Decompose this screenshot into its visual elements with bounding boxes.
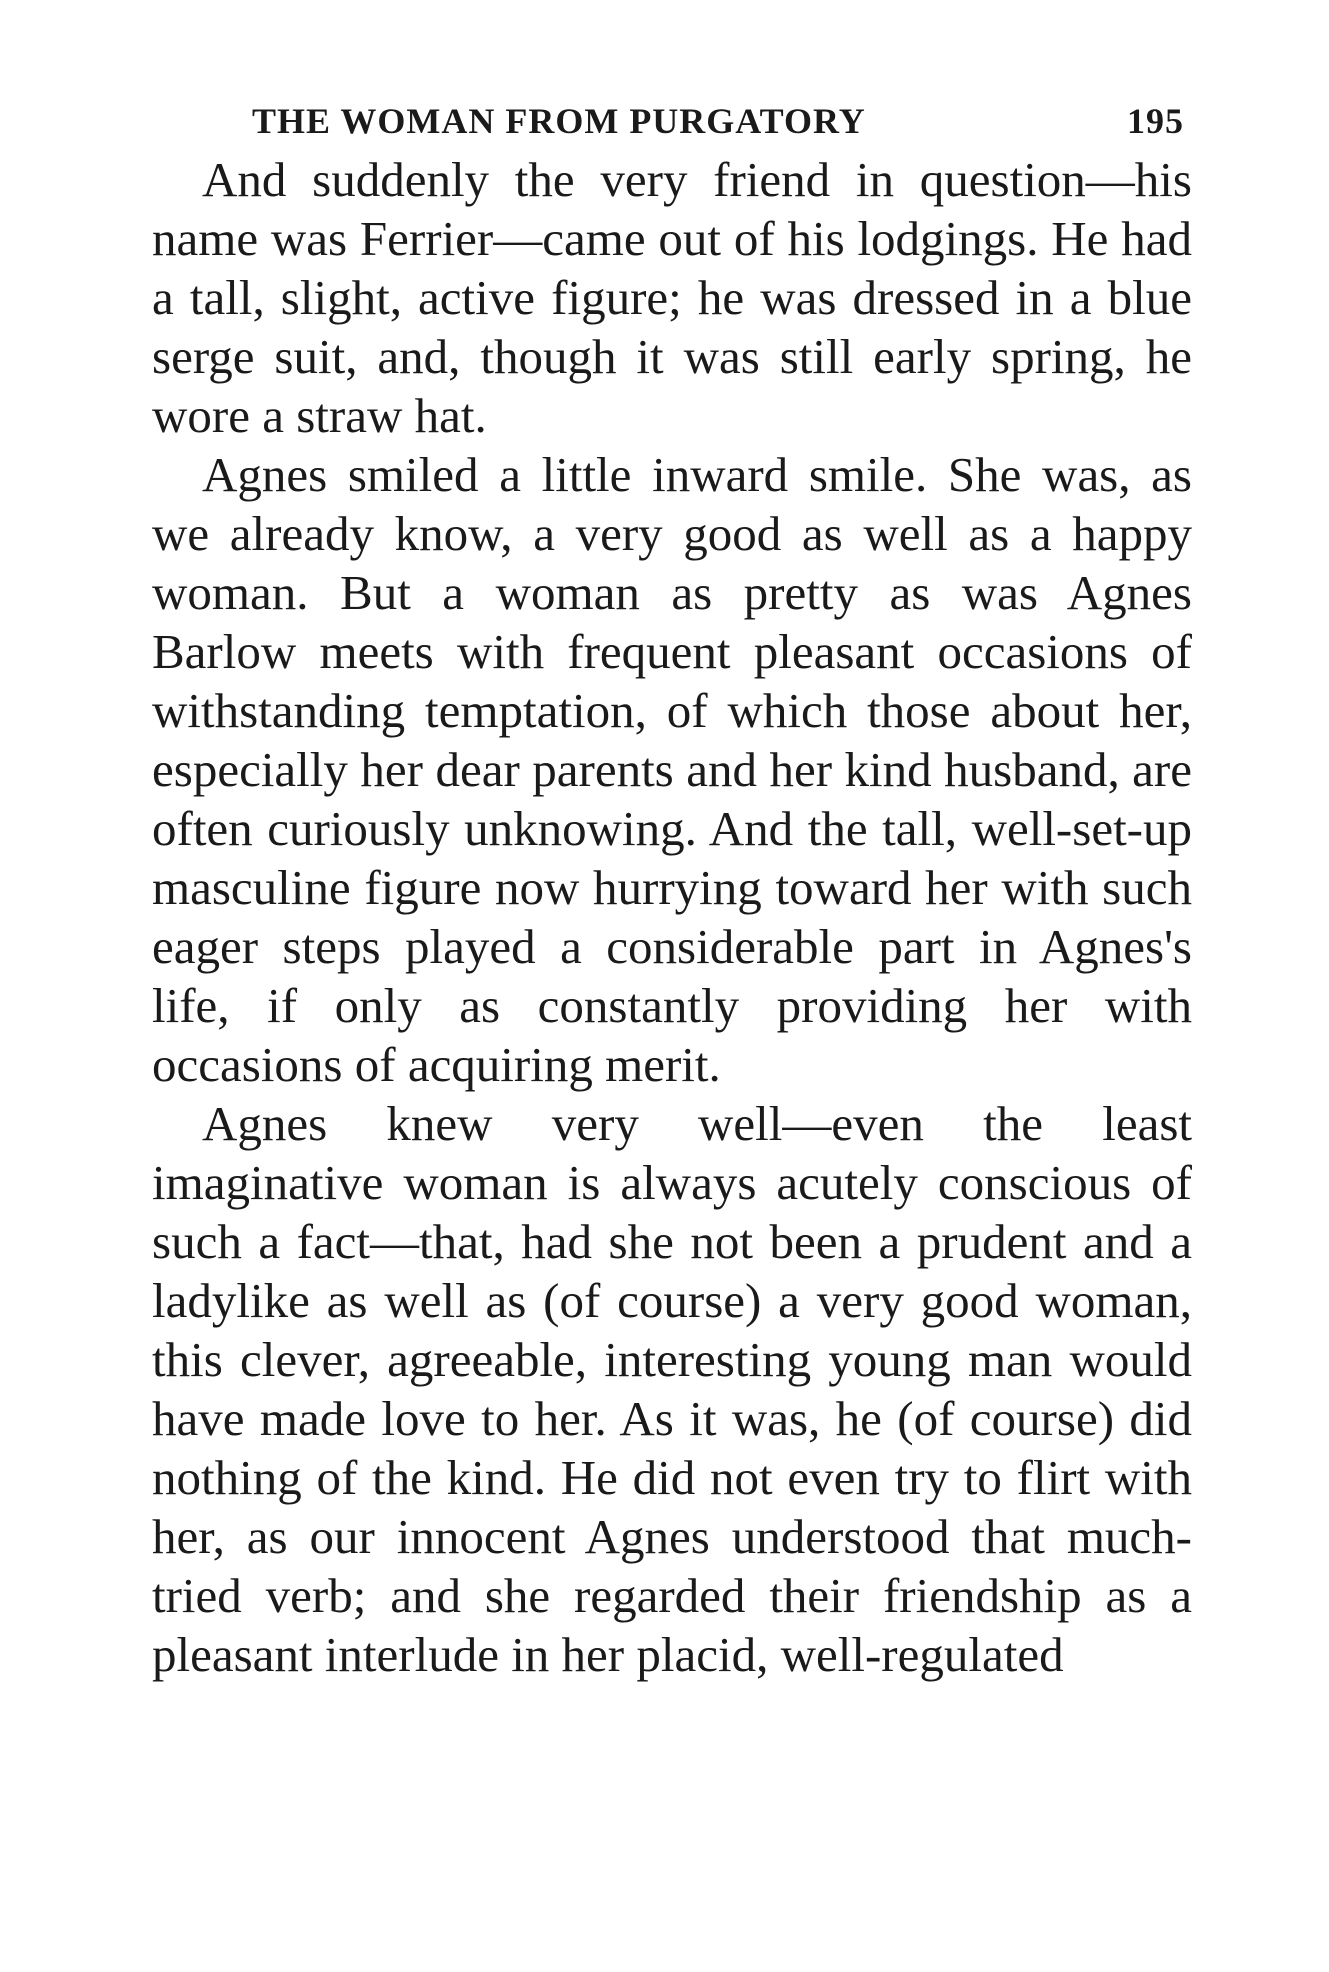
paragraph-2: Agnes smiled a little inward smile. She was, as we already know, a very good as well as a happy woman. But a woman as pretty as was Agnes Barlow meets with frequent pleasant occasions of withstanding temptation, of which those about her, especially her dear parents and her kind husband, are often curiously unknowing. And the tall, well-set-up masculine figure now hurrying toward her with such eager steps played a considerable part in Agnes's life, if only as constantly providing her with occasions of acquiring merit. bbox=[152, 447, 1192, 1092]
running-head bbox=[152, 92, 1192, 150]
paragraph-1: And suddenly the very friend in question—his name was Ferrier—came out of his lodgings. He had a tall, slight, active figure; he was dressed in a blue serge suit, and, though it was still early spring, he wore a straw hat. bbox=[152, 152, 1192, 443]
paragraph-3: Agnes knew very well—even the least imaginative woman is always acutely conscious of such a fact—that, had she not been a prudent and a ladylike as well as (of course) a very good woman, this clever, agreeable, interesting young man would have made love to her. As it was, he (of course) did nothing of the kind. He did not even try to flirt with her, as our innocent Agnes understood that much-tried verb; and she regarded their friendship as a pleasant interlude in her placid, well-regulated bbox=[152, 1096, 1192, 1682]
book-page bbox=[152, 92, 1192, 1684]
page-number: 195 bbox=[1127, 101, 1184, 141]
running-title: THE WOMAN FROM PURGATORY bbox=[252, 101, 866, 141]
